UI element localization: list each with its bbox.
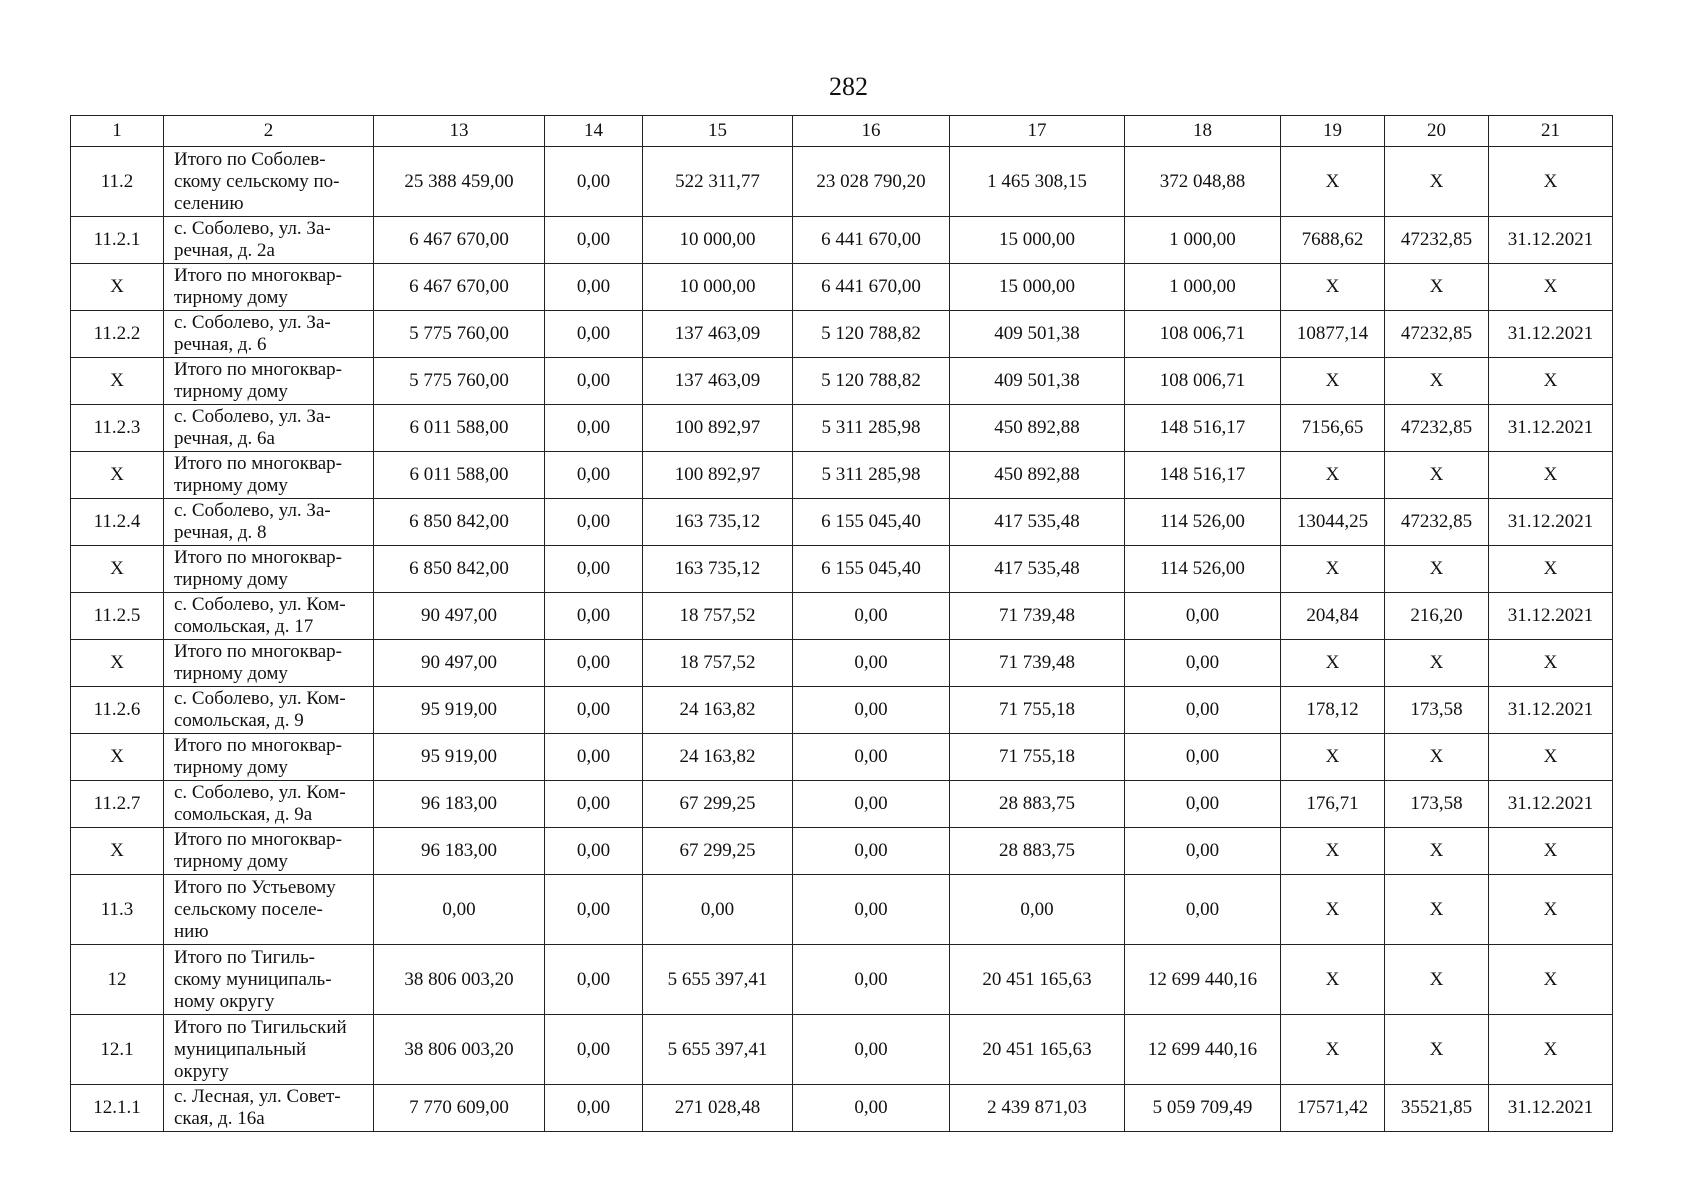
cell-col14: 0,00 bbox=[545, 405, 643, 452]
cell-col13: 38 806 003,20 bbox=[374, 1015, 545, 1085]
cell-col13: 6 850 842,00 bbox=[374, 499, 545, 546]
cell-col14: 0,00 bbox=[545, 593, 643, 640]
cell-col17: 0,00 bbox=[950, 875, 1125, 945]
table-row bbox=[71, 781, 1613, 828]
cell-col16: 0,00 bbox=[793, 781, 950, 828]
row-number-cell: 12 bbox=[71, 945, 164, 1015]
cell-col14: 0,00 bbox=[545, 640, 643, 687]
cell-col16: 5 311 285,98 bbox=[793, 452, 950, 499]
table-row bbox=[71, 405, 1613, 452]
row-number-cell: 11.2.7 bbox=[71, 781, 164, 828]
cell-col20: X bbox=[1385, 1015, 1489, 1085]
cell-col18: 0,00 bbox=[1125, 640, 1281, 687]
row-name-cell: с. Соболево, ул. Ком- сомольская, д. 9 bbox=[164, 687, 374, 734]
table-row bbox=[71, 640, 1613, 687]
row-name-cell: Итого по многоквар- тирному дому bbox=[164, 452, 374, 499]
cell-col20: X bbox=[1385, 828, 1489, 875]
cell-col13: 90 497,00 bbox=[374, 640, 545, 687]
cell-col17: 409 501,38 bbox=[950, 358, 1125, 405]
table-header-row bbox=[71, 116, 1613, 147]
header-cell: 18 bbox=[1125, 116, 1281, 147]
cell-col16: 5 311 285,98 bbox=[793, 405, 950, 452]
cell-col21: X bbox=[1489, 264, 1613, 311]
header-cell: 14 bbox=[545, 116, 643, 147]
cell-col19: 7688,62 bbox=[1281, 217, 1385, 264]
cell-col19: X bbox=[1281, 1015, 1385, 1085]
cell-col14: 0,00 bbox=[545, 828, 643, 875]
cell-col18: 114 526,00 bbox=[1125, 499, 1281, 546]
cell-col15: 163 735,12 bbox=[643, 546, 793, 593]
cell-col13: 6 467 670,00 bbox=[374, 264, 545, 311]
row-number-cell: X bbox=[71, 358, 164, 405]
row-number-cell: 12.1 bbox=[71, 1015, 164, 1085]
row-number-cell: X bbox=[71, 452, 164, 499]
table-row bbox=[71, 828, 1613, 875]
cell-col21: X bbox=[1489, 945, 1613, 1015]
cell-col20: 173,58 bbox=[1385, 781, 1489, 828]
cell-col15: 10 000,00 bbox=[643, 217, 793, 264]
cell-col18: 372 048,88 bbox=[1125, 147, 1281, 217]
row-number-cell: 11.2.4 bbox=[71, 499, 164, 546]
cell-col20: 47232,85 bbox=[1385, 499, 1489, 546]
row-name-cell: Итого по многоквар- тирному дому bbox=[164, 546, 374, 593]
row-number-cell: 11.2.6 bbox=[71, 687, 164, 734]
row-name-cell: с. Соболево, ул. За- речная, д. 6а bbox=[164, 405, 374, 452]
cell-col21: 31.12.2021 bbox=[1489, 781, 1613, 828]
cell-col21: X bbox=[1489, 640, 1613, 687]
header-cell: 2 bbox=[164, 116, 374, 147]
row-name-cell: с. Лесная, ул. Совет- ская, д. 16а bbox=[164, 1085, 374, 1132]
cell-col13: 95 919,00 bbox=[374, 687, 545, 734]
cell-col13: 0,00 bbox=[374, 875, 545, 945]
cell-col13: 90 497,00 bbox=[374, 593, 545, 640]
cell-col14: 0,00 bbox=[545, 945, 643, 1015]
cell-col17: 417 535,48 bbox=[950, 546, 1125, 593]
cell-col17: 71 739,48 bbox=[950, 593, 1125, 640]
cell-col20: 47232,85 bbox=[1385, 311, 1489, 358]
cell-col17: 15 000,00 bbox=[950, 217, 1125, 264]
cell-col13: 95 919,00 bbox=[374, 734, 545, 781]
cell-col14: 0,00 bbox=[545, 358, 643, 405]
cell-col21: 31.12.2021 bbox=[1489, 405, 1613, 452]
cell-col20: 173,58 bbox=[1385, 687, 1489, 734]
cell-col18: 108 006,71 bbox=[1125, 311, 1281, 358]
cell-col17: 2 439 871,03 bbox=[950, 1085, 1125, 1132]
cell-col16: 0,00 bbox=[793, 734, 950, 781]
cell-col15: 18 757,52 bbox=[643, 593, 793, 640]
cell-col20: X bbox=[1385, 875, 1489, 945]
cell-col20: X bbox=[1385, 546, 1489, 593]
data-table bbox=[70, 115, 1613, 1132]
cell-col15: 5 655 397,41 bbox=[643, 945, 793, 1015]
cell-col14: 0,00 bbox=[545, 875, 643, 945]
cell-col18: 0,00 bbox=[1125, 734, 1281, 781]
cell-col20: X bbox=[1385, 734, 1489, 781]
cell-col19: X bbox=[1281, 828, 1385, 875]
row-name-cell: с. Соболево, ул. За- речная, д. 2а bbox=[164, 217, 374, 264]
cell-col21: 31.12.2021 bbox=[1489, 217, 1613, 264]
cell-col14: 0,00 bbox=[545, 1085, 643, 1132]
cell-col21: X bbox=[1489, 358, 1613, 405]
cell-col19: X bbox=[1281, 945, 1385, 1015]
table-row bbox=[71, 945, 1613, 1015]
row-name-cell: с. Соболево, ул. За- речная, д. 8 bbox=[164, 499, 374, 546]
cell-col16: 5 120 788,82 bbox=[793, 311, 950, 358]
header-cell: 20 bbox=[1385, 116, 1489, 147]
row-name-cell: с. Соболево, ул. За- речная, д. 6 bbox=[164, 311, 374, 358]
table-row bbox=[71, 311, 1613, 358]
cell-col14: 0,00 bbox=[545, 217, 643, 264]
cell-col18: 148 516,17 bbox=[1125, 405, 1281, 452]
cell-col19: X bbox=[1281, 147, 1385, 217]
cell-col19: 7156,65 bbox=[1281, 405, 1385, 452]
table-row bbox=[71, 546, 1613, 593]
table-row bbox=[71, 1085, 1613, 1132]
table-row bbox=[71, 1015, 1613, 1085]
cell-col16: 6 155 045,40 bbox=[793, 546, 950, 593]
cell-col15: 18 757,52 bbox=[643, 640, 793, 687]
cell-col20: 35521,85 bbox=[1385, 1085, 1489, 1132]
cell-col19: 204,84 bbox=[1281, 593, 1385, 640]
cell-col19: 13044,25 bbox=[1281, 499, 1385, 546]
table-row bbox=[71, 452, 1613, 499]
cell-col16: 6 441 670,00 bbox=[793, 217, 950, 264]
cell-col18: 0,00 bbox=[1125, 687, 1281, 734]
cell-col18: 5 059 709,49 bbox=[1125, 1085, 1281, 1132]
cell-col14: 0,00 bbox=[545, 499, 643, 546]
cell-col20: 47232,85 bbox=[1385, 217, 1489, 264]
cell-col21: 31.12.2021 bbox=[1489, 593, 1613, 640]
cell-col19: 10877,14 bbox=[1281, 311, 1385, 358]
cell-col17: 1 465 308,15 bbox=[950, 147, 1125, 217]
cell-col13: 25 388 459,00 bbox=[374, 147, 545, 217]
cell-col14: 0,00 bbox=[545, 452, 643, 499]
row-name-cell: Итого по многоквар- тирному дому bbox=[164, 264, 374, 311]
cell-col15: 163 735,12 bbox=[643, 499, 793, 546]
cell-col14: 0,00 bbox=[545, 311, 643, 358]
cell-col21: 31.12.2021 bbox=[1489, 687, 1613, 734]
cell-col19: 17571,42 bbox=[1281, 1085, 1385, 1132]
cell-col18: 0,00 bbox=[1125, 781, 1281, 828]
cell-col16: 0,00 bbox=[793, 1015, 950, 1085]
table-row bbox=[71, 734, 1613, 781]
cell-col17: 28 883,75 bbox=[950, 828, 1125, 875]
cell-col21: 31.12.2021 bbox=[1489, 1085, 1613, 1132]
cell-col17: 20 451 165,63 bbox=[950, 1015, 1125, 1085]
row-name-cell: Итого по многоквар- тирному дому bbox=[164, 828, 374, 875]
table-row bbox=[71, 217, 1613, 264]
cell-col13: 6 011 588,00 bbox=[374, 452, 545, 499]
cell-col20: X bbox=[1385, 945, 1489, 1015]
row-number-cell: 11.2.1 bbox=[71, 217, 164, 264]
cell-col18: 12 699 440,16 bbox=[1125, 1015, 1281, 1085]
row-name-cell: Итого по многоквар- тирному дому bbox=[164, 734, 374, 781]
cell-col16: 23 028 790,20 bbox=[793, 147, 950, 217]
cell-col15: 100 892,97 bbox=[643, 452, 793, 499]
cell-col15: 137 463,09 bbox=[643, 358, 793, 405]
cell-col20: 47232,85 bbox=[1385, 405, 1489, 452]
cell-col13: 5 775 760,00 bbox=[374, 358, 545, 405]
cell-col21: X bbox=[1489, 1015, 1613, 1085]
cell-col17: 417 535,48 bbox=[950, 499, 1125, 546]
header-cell: 15 bbox=[643, 116, 793, 147]
cell-col16: 0,00 bbox=[793, 687, 950, 734]
cell-col13: 5 775 760,00 bbox=[374, 311, 545, 358]
cell-col18: 0,00 bbox=[1125, 593, 1281, 640]
cell-col20: 216,20 bbox=[1385, 593, 1489, 640]
cell-col18: 0,00 bbox=[1125, 875, 1281, 945]
cell-col17: 28 883,75 bbox=[950, 781, 1125, 828]
row-number-cell: 11.2.2 bbox=[71, 311, 164, 358]
cell-col15: 10 000,00 bbox=[643, 264, 793, 311]
cell-col17: 20 451 165,63 bbox=[950, 945, 1125, 1015]
cell-col14: 0,00 bbox=[545, 687, 643, 734]
cell-col21: X bbox=[1489, 734, 1613, 781]
cell-col21: X bbox=[1489, 147, 1613, 217]
cell-col15: 67 299,25 bbox=[643, 781, 793, 828]
cell-col16: 0,00 bbox=[793, 875, 950, 945]
header-cell: 17 bbox=[950, 116, 1125, 147]
cell-col20: X bbox=[1385, 264, 1489, 311]
cell-col15: 137 463,09 bbox=[643, 311, 793, 358]
cell-col16: 6 155 045,40 bbox=[793, 499, 950, 546]
cell-col19: X bbox=[1281, 875, 1385, 945]
row-number-cell: 11.2.3 bbox=[71, 405, 164, 452]
cell-col17: 409 501,38 bbox=[950, 311, 1125, 358]
page-number: 282 bbox=[829, 72, 868, 101]
cell-col16: 0,00 bbox=[793, 593, 950, 640]
table-row bbox=[71, 687, 1613, 734]
cell-col13: 96 183,00 bbox=[374, 781, 545, 828]
cell-col16: 5 120 788,82 bbox=[793, 358, 950, 405]
row-number-cell: 11.2.5 bbox=[71, 593, 164, 640]
cell-col19: X bbox=[1281, 358, 1385, 405]
cell-col14: 0,00 bbox=[545, 1015, 643, 1085]
table-row bbox=[71, 358, 1613, 405]
cell-col15: 100 892,97 bbox=[643, 405, 793, 452]
table-row bbox=[71, 593, 1613, 640]
cell-col19: 178,12 bbox=[1281, 687, 1385, 734]
cell-col16: 0,00 bbox=[793, 1085, 950, 1132]
row-name-cell: с. Соболево, ул. Ком- сомольская, д. 17 bbox=[164, 593, 374, 640]
cell-col21: X bbox=[1489, 452, 1613, 499]
header-cell: 13 bbox=[374, 116, 545, 147]
cell-col21: 31.12.2021 bbox=[1489, 311, 1613, 358]
row-number-cell: 11.2 bbox=[71, 147, 164, 217]
cell-col14: 0,00 bbox=[545, 264, 643, 311]
row-number-cell: X bbox=[71, 734, 164, 781]
cell-col17: 71 739,48 bbox=[950, 640, 1125, 687]
cell-col19: 176,71 bbox=[1281, 781, 1385, 828]
cell-col20: X bbox=[1385, 640, 1489, 687]
cell-col17: 71 755,18 bbox=[950, 734, 1125, 781]
cell-col16: 0,00 bbox=[793, 640, 950, 687]
cell-col18: 1 000,00 bbox=[1125, 217, 1281, 264]
cell-col15: 24 163,82 bbox=[643, 734, 793, 781]
row-name-cell: Итого по Тигиль- скому муниципаль- ному округу bbox=[164, 945, 374, 1015]
row-number-cell: 12.1.1 bbox=[71, 1085, 164, 1132]
cell-col14: 0,00 bbox=[545, 147, 643, 217]
row-name-cell: Итого по Тигильский муниципальный округу bbox=[164, 1015, 374, 1085]
cell-col17: 71 755,18 bbox=[950, 687, 1125, 734]
cell-col20: X bbox=[1385, 147, 1489, 217]
cell-col18: 1 000,00 bbox=[1125, 264, 1281, 311]
row-name-cell: Итого по многоквар- тирному дому bbox=[164, 358, 374, 405]
cell-col18: 148 516,17 bbox=[1125, 452, 1281, 499]
cell-col13: 6 850 842,00 bbox=[374, 546, 545, 593]
cell-col18: 114 526,00 bbox=[1125, 546, 1281, 593]
row-number-cell: X bbox=[71, 546, 164, 593]
cell-col16: 0,00 bbox=[793, 828, 950, 875]
cell-col14: 0,00 bbox=[545, 734, 643, 781]
cell-col13: 7 770 609,00 bbox=[374, 1085, 545, 1132]
header-cell: 16 bbox=[793, 116, 950, 147]
cell-col13: 6 467 670,00 bbox=[374, 217, 545, 264]
header-cell: 1 bbox=[71, 116, 164, 147]
cell-col21: X bbox=[1489, 546, 1613, 593]
table-row bbox=[71, 264, 1613, 311]
cell-col13: 38 806 003,20 bbox=[374, 945, 545, 1015]
cell-col13: 96 183,00 bbox=[374, 828, 545, 875]
cell-col15: 0,00 bbox=[643, 875, 793, 945]
row-name-cell: с. Соболево, ул. Ком- сомольская, д. 9а bbox=[164, 781, 374, 828]
cell-col17: 15 000,00 bbox=[950, 264, 1125, 311]
cell-col18: 108 006,71 bbox=[1125, 358, 1281, 405]
cell-col21: 31.12.2021 bbox=[1489, 499, 1613, 546]
cell-col20: X bbox=[1385, 358, 1489, 405]
row-number-cell: X bbox=[71, 264, 164, 311]
cell-col14: 0,00 bbox=[545, 781, 643, 828]
cell-col14: 0,00 bbox=[545, 546, 643, 593]
cell-col15: 271 028,48 bbox=[643, 1085, 793, 1132]
row-number-cell: X bbox=[71, 828, 164, 875]
cell-col16: 6 441 670,00 bbox=[793, 264, 950, 311]
cell-col15: 67 299,25 bbox=[643, 828, 793, 875]
cell-col19: X bbox=[1281, 734, 1385, 781]
header-cell: 21 bbox=[1489, 116, 1613, 147]
cell-col20: X bbox=[1385, 452, 1489, 499]
row-number-cell: X bbox=[71, 640, 164, 687]
cell-col18: 12 699 440,16 bbox=[1125, 945, 1281, 1015]
cell-col17: 450 892,88 bbox=[950, 405, 1125, 452]
cell-col13: 6 011 588,00 bbox=[374, 405, 545, 452]
row-name-cell: Итого по Устьевому сельскому поселе- нию bbox=[164, 875, 374, 945]
cell-col19: X bbox=[1281, 546, 1385, 593]
cell-col21: X bbox=[1489, 828, 1613, 875]
cell-col19: X bbox=[1281, 264, 1385, 311]
cell-col15: 24 163,82 bbox=[643, 687, 793, 734]
header-cell: 19 bbox=[1281, 116, 1385, 147]
cell-col16: 0,00 bbox=[793, 945, 950, 1015]
table-row bbox=[71, 147, 1613, 217]
table-row bbox=[71, 875, 1613, 945]
cell-col15: 5 655 397,41 bbox=[643, 1015, 793, 1085]
cell-col19: X bbox=[1281, 452, 1385, 499]
row-number-cell: 11.3 bbox=[71, 875, 164, 945]
table-row bbox=[71, 499, 1613, 546]
row-name-cell: Итого по многоквар- тирному дому bbox=[164, 640, 374, 687]
cell-col18: 0,00 bbox=[1125, 828, 1281, 875]
cell-col17: 450 892,88 bbox=[950, 452, 1125, 499]
cell-col21: X bbox=[1489, 875, 1613, 945]
cell-col15: 522 311,77 bbox=[643, 147, 793, 217]
row-name-cell: Итого по Соболев- скому сельскому по- селению bbox=[164, 147, 374, 217]
cell-col19: X bbox=[1281, 640, 1385, 687]
